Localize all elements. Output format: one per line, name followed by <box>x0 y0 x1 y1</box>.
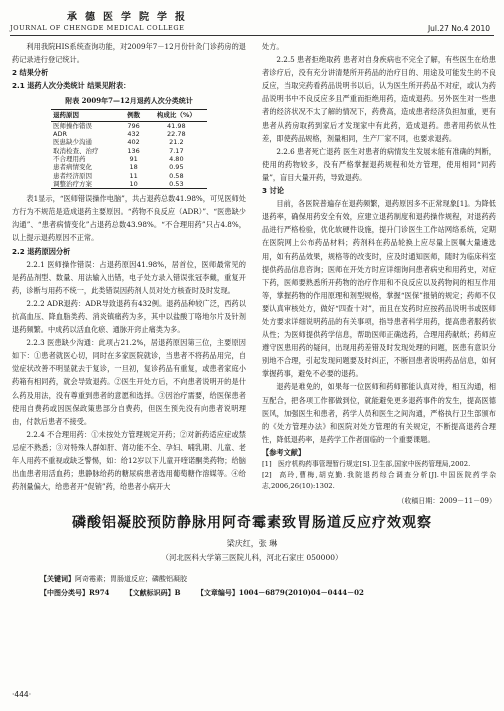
clc-label: 【中图分类号】 <box>40 589 89 597</box>
table-cell: 10 <box>122 180 146 189</box>
table-cell: 0.58 <box>169 171 184 180</box>
paragraph-2-2-6: 2.2.6 患者死亡退药 医生对患者的病情发生发展未能有准确的判断，使用的药物较多，没有严格掌握退药规程和处方管理，使用相同“同药量”，盲目大量开药，导致退药。 <box>262 146 496 182</box>
section-heading-results: 2 结果分析 <box>12 68 49 78</box>
table-cell: 21.2 <box>169 138 184 147</box>
paragraph-2-2-1: 2.2.1 医师操作错误：占退药原因41.98%，居首位，医师最常见的是药品剂型、数量、用法输入出错，电子处方录入错误张冠李戴，重复开药，诊断与用药不统一，此类错误因药剂人员对处方核查时及时发现。 <box>12 259 246 295</box>
received-date: （收稿日期：2009－11－09） <box>397 497 496 505</box>
paragraph-conclusion: 退药是难免的，如果每一位医师和药师都能认真对待，相互沟通，相互配合，把各项工作都做到位，就能避免更多退药事件的发生，提高医德医风，加强医生和患者，药学人员和医生之间沟通，严格执行卫生部颁布的《处方管理办法》和医院对处方管理的有关规定，不断提高退药合理性，降低退药率，是药学工作者面临的一个重要课题。 <box>262 382 496 444</box>
table-header-row <box>51 110 207 121</box>
table-cell: 医师操作错误 <box>53 121 92 130</box>
table-row <box>51 172 207 180</box>
doc-code-value: B <box>174 588 181 597</box>
table-row <box>51 147 207 155</box>
article-affiliation: （河北医科大学第三医院儿科，河北石家庄 050000） <box>161 553 343 562</box>
table-cell: 取消检查、治疗 <box>53 146 99 155</box>
paragraph-table-summary: 表1显示，“医师错误操作电脑”，共占退药总数41.98%，可见医师处方行为不规范是造成退药主要原因。“药物不良反应（ADR）”、“医患缺少沟通”、“患者病情变化”占退药总数43.98%。“不合理用药”只占4.8%，以上提示退药原因不正常。 <box>12 194 246 243</box>
left-column <box>12 40 246 493</box>
reference-text: 高玲,曹梅,胡克勤.我院退药综合调查分析[J].中国医院药学杂志,2006,26(10):1302. <box>262 471 496 490</box>
table-header-count: 例数 <box>122 110 146 121</box>
volume-info: Jul.27 No.4 2010 <box>427 24 490 33</box>
paragraph-method: 利用我院HIS系统查询功能，对2009年7－12月份针灸门诊药房的退药记录进行登记统计。 <box>12 42 246 65</box>
references-heading: 【参考文献】 <box>262 447 306 457</box>
table-cell: ADR <box>53 130 67 139</box>
table-cell: 18 <box>129 163 138 172</box>
reference-item <box>262 470 496 492</box>
table-cell: 患者病情变化 <box>53 163 92 172</box>
table-row <box>51 138 207 146</box>
table-header-reason: 退药原因 <box>51 110 122 121</box>
table-cell: 医患缺少沟通 <box>53 138 92 147</box>
keywords-line <box>40 574 187 584</box>
classification-line <box>40 588 378 598</box>
article-number-value: 1004－6879(2010)04－0444－02 <box>238 588 364 597</box>
article-number-label: 【文章编号】 <box>196 589 239 597</box>
page-number: ·444· <box>12 690 32 699</box>
table-cell: 患者经济原因 <box>53 171 92 180</box>
keywords-text: 阿奇霉素；胃肠道反应；磷酸铝凝胶 <box>75 575 187 583</box>
paragraph-continued: 处方。 <box>262 42 284 51</box>
paragraph-2-2-2: 2.2.2 ADR退药：ADR导致退药有432例。退药品种较广泛，西药以抗高血压、降血脂类药、消炎镇痛药为多，其中以盐酸丁咯地尔片及针剂退药频繁。中成药以活血化瘀、通脉开窍止痛类为多。 <box>12 298 246 335</box>
table-header-ratio: 构成比（%） <box>146 110 207 121</box>
paragraph-2-2-3: 2.2.3 医患缺少沟通：此项占21.2%，居退药原因第三位，主要原因如下：①患者就医心切，同时在多家医院就诊，当患者不将药品用完，自觉症状改善不明显就去于复诊，一旦初，复诊药品有重复，或患者家庭小药箱有相同药，就会导致退药。②医生开处方后，不向患者说明开的是什么药及用法，没有尊重到患者的意愿和选择。③因治疗需要，给医保患者使用自费药或因医保政策患部分自费药，但医生预先没有向患者说明理由，付款后患者不接受。 <box>12 338 246 426</box>
withdrawal-table <box>51 109 207 189</box>
table-caption: 附表 2009年7—12月退药人次分类统计 <box>65 96 193 106</box>
reference-item <box>262 459 496 470</box>
table-cell: 4.80 <box>169 154 184 163</box>
journal-title-cn: 承德医学院学报 <box>67 12 193 23</box>
table-cell: 0.53 <box>146 180 207 189</box>
reference-text: 医疗机构药事管理暂行规定[S].卫生部,国家中医药管理局,2002. <box>278 460 471 468</box>
keywords-label: 【关键词】 <box>40 575 75 583</box>
table-cell: 11 <box>129 171 138 180</box>
reference-number: [1] <box>262 460 272 468</box>
table-cell: 402 <box>127 138 140 147</box>
table-cell: 0.95 <box>169 163 184 172</box>
paragraph-2-2-4: 2.2.4 不合理用药：①未按处方管理规定开药；②对新药适应症或禁忌症不熟悉；③对特殊人群如肝、肾功能不全、孕妇、哺乳期、儿童、老年人用药不重视或缺乏警惕，如：给12岁以下儿童开喹诺酮类药物；给脑出血患者用活血药；患静脉给药的糖尿病患者选用葡萄糖作溶媒等。④给药剂量偏大，给患者开“促销”药，给患者小病开大 <box>12 429 246 492</box>
table-cell: 432 <box>127 130 140 139</box>
paragraph-2-2-5: 2.2.5 患者拒绝取药 患者对自身疾病也不完全了解，有些医生在给患者诊疗后，没有充分讲清楚所开药品的治疗目的、用途及可能发生的不良反应，当取完药看药品说明书以后，认为医生所开药品不对症，或认为药品说明书中不良反应多且严重而拒绝用药，造成退药。另外医生对一些患者的经济状况不太了解的情况下，药费高，造成患者经济负担加重，更有患者从药房取药到家后才发现家中有此药，造成退药。患者用药依从性差，即使药品规格，剂量相同，生产厂家不同，也要求退药。 <box>262 55 496 143</box>
table-row <box>51 180 207 189</box>
table-cell: 796 <box>127 121 140 130</box>
reference-number: [2] <box>262 471 272 479</box>
table-row <box>51 163 207 171</box>
table-row <box>51 155 207 163</box>
header-rule <box>10 35 494 36</box>
table-row <box>51 121 207 130</box>
right-column <box>262 40 496 508</box>
paragraph-discussion: 目前，各医院普遍存在退药频繁，退药原因多不正常现象[1]。为降低退药率，确保用药安全有效，应建立退药制度和退药操作规程，对退药药品进行严格检验，优化软硬件设施，提升门诊医生工作站网络系统，定期在医院网上公布药品材料；药剂科在药品轮换上应尽量上医嘱大量遴选用，如有药品效果，规格等的改变时，应及时通知医师，随时为临床科室提供药品信息咨询；医师在开处方时应详细询问患者病史和用药史，对症下药，医师要熟悉所开药物的治疗作用和不良反应以及药物间的相互作用等，掌握药物的作用原理和剂型规格，掌握“医保”报销的规定；药师不仅要认真审核处方，做好“四查十对”，而且在发药时应按药品说明书或医师处方要求详细说明药品的有关事项，指导患者科学用药，提高患者服药依从性；为医师提供药学信息，帮助医师正确选药，合理用药献纸；药师应遵守医患用药的疑问，出现用药差错及时发现处理的问题，医患有意识分别地不合理，引起发现问题要及时纠正，不断回患者说明药品信息，如何掌握药事，避免不必要的退药。 <box>262 199 496 379</box>
section-heading-discussion: 3 讨论 <box>262 186 284 196</box>
table-cell: 91 <box>129 154 138 163</box>
article-authors: 梁庆红，张 琳 <box>226 539 278 548</box>
table-cell: 调整治疗方案 <box>51 180 122 189</box>
table-cell: 不合理用药 <box>53 154 86 163</box>
subsection-heading-2-1: 2.1 退药人次分类统计 结果见附表： <box>12 81 131 91</box>
doc-code-label: 【文献标识码】 <box>125 589 175 597</box>
table-cell: 22.78 <box>167 130 186 139</box>
table-cell: 7.17 <box>169 146 184 155</box>
table-cell: 41.98 <box>167 121 186 130</box>
article-title: 磷酸铝凝胶预防静脉用阿奇霉素致胃肠道反应疗效观察 <box>72 515 432 531</box>
table-cell: 136 <box>127 146 140 155</box>
journal-title-en: JOURNAL OF CHENGDE MEDICAL COLLEGE <box>10 24 185 32</box>
clc-value: R974 <box>89 588 110 597</box>
subsection-heading-2-2: 2.2 退药原因分析 <box>12 246 71 256</box>
